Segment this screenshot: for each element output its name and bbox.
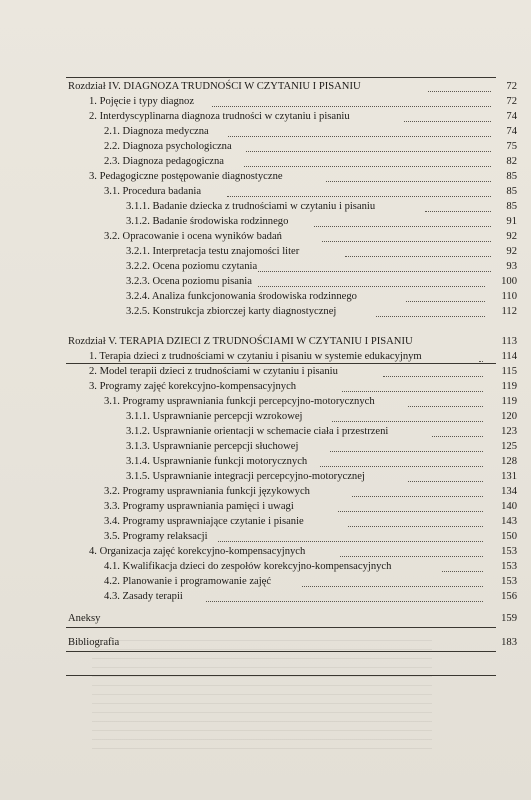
toc-entry [0, 515, 531, 529]
toc-entry-label: 2.3. Diagnoza pedagogiczna [104, 156, 225, 167]
toc-entry-page: 113 [501, 336, 517, 347]
toc-entry [0, 545, 531, 559]
toc-entry-page: 153 [501, 561, 517, 572]
toc-entry [0, 200, 531, 214]
toc-entry [0, 485, 531, 499]
toc-entry-label: 2. Model terapii dzieci z trudnościami w czytaniu i pisaniu [89, 366, 338, 377]
toc-entry-label: Rozdział V. TERAPIA DZIECI Z TRUDNOŚCIAMI W CZYTANIU I PISANIU [68, 336, 413, 347]
dot-leader [342, 390, 483, 392]
toc-entry [0, 612, 531, 626]
toc-entry-page: 150 [501, 531, 517, 542]
dot-leader [408, 480, 483, 482]
toc-entry-label: 3.1.4. Usprawnianie funkcji motorycznych [126, 456, 308, 467]
toc-entry [0, 425, 531, 439]
toc-entry [0, 230, 531, 244]
toc-entry [0, 590, 531, 604]
dot-leader [246, 150, 491, 152]
toc-entry [0, 125, 531, 139]
toc-entry-page: 159 [501, 613, 517, 624]
toc-entry [0, 455, 531, 469]
toc-entry-label: Aneksy [68, 613, 101, 624]
toc-entry [0, 215, 531, 229]
dot-leader [376, 315, 485, 317]
toc-entry [0, 470, 531, 484]
toc-entry-label: 3.2.5. Konstrukcja zbiorczej karty diagnostycznej [126, 306, 337, 317]
toc-entry-page: 119 [501, 396, 517, 407]
toc-entry-label: 4.2. Planowanie i programowanie zajęć [104, 576, 272, 587]
toc-entry [0, 365, 531, 379]
dot-leader [314, 225, 491, 227]
toc-entry [0, 155, 531, 169]
toc-entry-label: 3.2.4. Analiza funkcjonowania środowiska rodzinnego [126, 291, 357, 302]
toc-entry [0, 245, 531, 259]
toc-entry-page: 120 [501, 411, 517, 422]
toc-entry-label: 2.2. Diagnoza psychologiczna [104, 141, 232, 152]
dot-leader [302, 585, 483, 587]
toc-entry-page: 85 [506, 186, 517, 197]
toc-entry [0, 110, 531, 124]
toc-entry-page: 114 [501, 351, 517, 362]
toc-entry-label: 1. Pojęcie i typy diagnoz [89, 96, 195, 107]
toc-entry [0, 560, 531, 574]
toc-entry-page: 119 [501, 381, 517, 392]
dot-leader [258, 270, 491, 272]
toc-entry-label: Bibliografia [68, 637, 120, 648]
toc-entry-label: 3.1.1. Usprawnianie percepcji wzrokowej [126, 411, 303, 422]
toc-entry-page: 92 [506, 231, 517, 242]
toc-entry [0, 290, 531, 304]
toc-entry-label: 3. Programy zajęć korekcyjno-kompensacyjnych [89, 381, 297, 392]
toc-entry-page: 143 [501, 516, 517, 527]
dot-leader [322, 240, 491, 242]
toc-entry-page: 134 [501, 486, 517, 497]
toc-entry-page: 85 [506, 171, 517, 182]
dot-leader [227, 195, 491, 197]
toc-entry-label: 2. Interdyscyplinarna diagnoza trudności w czytaniu i pisaniu [89, 111, 350, 122]
toc-entry-page: 92 [506, 246, 517, 257]
toc-entry [0, 380, 531, 394]
toc-entry [0, 275, 531, 289]
toc-entry-label: 3.3. Programy usprawniania pamięci i uwagi [104, 501, 294, 512]
toc-entry-page: 115 [501, 366, 517, 377]
toc-entry-page: 82 [506, 156, 517, 167]
toc-entry [0, 335, 531, 349]
toc-entry-page: 100 [501, 276, 517, 287]
toc-entry-label: 4. Organizacja zajęć korekcyjno-kompensacyjnych [89, 546, 306, 557]
toc-entry-label: 3.2. Opracowanie i ocena wyników badań [104, 231, 282, 242]
toc-entry-page: 75 [506, 141, 517, 152]
toc-entry [0, 185, 531, 199]
toc-entry-label: 1. Terapia dzieci z trudnościami w czytaniu i pisaniu w systemie edukacyjnym [89, 351, 422, 362]
toc-entry-page: 183 [501, 637, 517, 648]
toc-entry-label: 4.3. Zasady terapii [104, 591, 183, 602]
toc-entry [0, 500, 531, 514]
toc-entry-label: 3.2.1. Interpretacja testu znajomości liter [126, 246, 300, 257]
toc-entry [0, 305, 531, 319]
toc-entry [0, 80, 531, 94]
dot-leader [228, 135, 491, 137]
dot-leader [332, 420, 483, 422]
toc-entry-label: 3.1. Programy usprawniania funkcji percepcyjno-motorycznych [104, 396, 375, 407]
toc-entry-page: 74 [506, 111, 517, 122]
dot-leader [345, 255, 491, 257]
dot-leader [206, 600, 483, 602]
dot-leader [330, 450, 483, 452]
toc-entry-label: 2.1. Diagnoza medyczna [104, 126, 209, 137]
toc-entry-page: 125 [501, 441, 517, 452]
toc-entry-page: 72 [506, 96, 517, 107]
toc-entry [0, 440, 531, 454]
toc-entry-page: 128 [501, 456, 517, 467]
dot-leader [348, 525, 483, 527]
toc-entry-label: 3.5. Programy relaksacji [104, 531, 208, 542]
toc-entry-label: 3.2.2. Ocena poziomu czytania [126, 261, 258, 272]
dot-leader [408, 405, 483, 407]
toc-entry-page: 85 [506, 201, 517, 212]
toc-entry-label: 3.1.1. Badanie dziecka z trudnościami w czytaniu i pisaniu [126, 201, 376, 212]
dot-leader [406, 300, 485, 302]
dot-leader [340, 555, 483, 557]
toc-entry-page: 112 [501, 306, 517, 317]
dot-leader [244, 165, 491, 167]
toc-entry-label: 3.4. Programy usprawniające czytanie i pisanie [104, 516, 304, 527]
dot-leader [383, 375, 483, 377]
dot-leader [320, 465, 483, 467]
toc-entry [0, 260, 531, 274]
toc-entry [0, 95, 531, 109]
toc-entry [0, 170, 531, 184]
toc-entry [0, 636, 531, 650]
toc-entry-page: 93 [506, 261, 517, 272]
toc-entry [0, 395, 531, 409]
toc-entry-page: 153 [501, 546, 517, 557]
dot-leader [352, 495, 483, 497]
toc-entry-label: Rozdział IV. DIAGNOZA TRUDNOŚCI W CZYTANIU I PISANIU [68, 81, 361, 92]
toc-entry [0, 530, 531, 544]
toc-entry-page: 74 [506, 126, 517, 137]
toc-entry-label: 4.1. Kwalifikacja dzieci do zespołów korekcyjno-kompensacyjnych [104, 561, 392, 572]
dot-leader [432, 435, 483, 437]
toc-entry-label: 3.1.2. Badanie środowiska rodzinnego [126, 216, 289, 227]
toc-entry [0, 575, 531, 589]
toc-entry-page: 123 [501, 426, 517, 437]
dot-leader [212, 105, 491, 107]
dot-leader [326, 180, 491, 182]
dot-leader [258, 285, 485, 287]
dot-leader [218, 540, 483, 542]
toc-entry-page: 110 [501, 291, 517, 302]
toc-entry-page: 156 [501, 591, 517, 602]
toc-entry-label: 3.2. Programy usprawniania funkcji językowych [104, 486, 310, 497]
toc-entry-label: 3.1.3. Usprawnianie percepcji słuchowej [126, 441, 299, 452]
toc-entry-label: 3.1. Procedura badania [104, 186, 202, 197]
toc-entry [0, 410, 531, 424]
toc-entry-label: 3. Pedagogiczne postępowanie diagnostyczne [89, 171, 283, 182]
toc-entry-page: 131 [501, 471, 517, 482]
toc-entry-label: 3.1.5. Usprawnianie integracji percepcyjno-motorycznej [126, 471, 365, 482]
toc-entry-label: 3.2.3. Ocena poziomu pisania [126, 276, 252, 287]
toc-entry-page: 153 [501, 576, 517, 587]
toc-entry-page: 140 [501, 501, 517, 512]
toc-entry-page: 91 [506, 216, 517, 227]
toc-entry [0, 350, 531, 364]
toc-entry [0, 140, 531, 154]
dot-leader [338, 510, 483, 512]
toc-entry-label: 3.1.2. Usprawnianie orientacji w schemacie ciała i przestrzeni [126, 426, 389, 437]
toc-entry-page: 72 [506, 81, 517, 92]
